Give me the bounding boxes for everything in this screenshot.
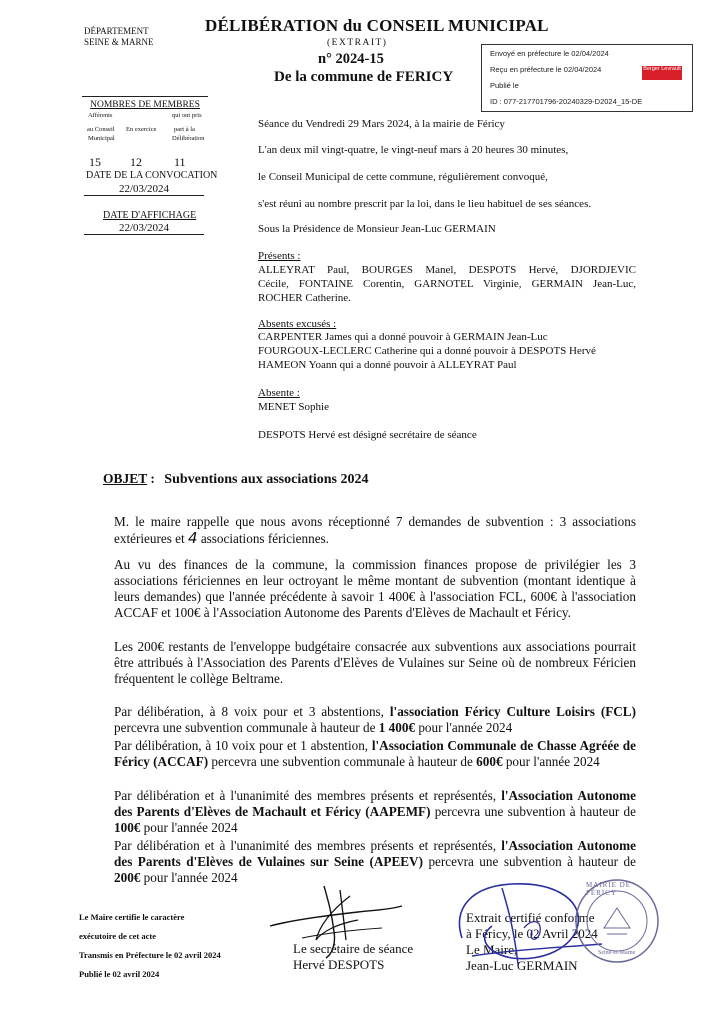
absent-line: MENET Sophie: [258, 401, 329, 413]
gathered-line: s'est réuni au nombre prescrit par la loi, dans le lieu habituel de ses séances.: [258, 198, 592, 210]
seal-subtext: Seine-et-Marne: [598, 950, 636, 956]
mayor-certified: Extrait certifié conforme: [466, 910, 595, 925]
count-exercice: 12: [130, 155, 142, 169]
mayor-title: Le Maire,: [466, 942, 518, 957]
convocation-label: DATE DE LA CONVOCATION: [86, 170, 218, 181]
paragraph-1-line-2: [114, 530, 636, 547]
members-title: NOMBRES DE MEMBRES: [90, 100, 200, 110]
convened-line: le Conseil Municipal de cette commune, régulièrement convoqué,: [258, 171, 548, 183]
col-afferents-2: au Conseil: [87, 126, 115, 133]
stamp-id: ID : 077-217701796-20240329-D2024_15-DE: [490, 97, 643, 106]
excused-line-1: CARPENTER James qui a donné pouvoir à GERMAIN Jean-Luc: [258, 331, 548, 343]
objet-heading: [103, 471, 369, 488]
decision-1-year: pour l'année 2024: [415, 720, 513, 735]
secretary-line: DESPOTS Hervé est désigné secrétaire de séance: [258, 429, 477, 441]
secretary-name: Hervé DESPOTS: [293, 957, 385, 972]
p1-prefix: extérieures et: [114, 531, 188, 546]
p1-suffix: associations fériciennes.: [197, 531, 329, 546]
mayor-place-date: à Féricy, le 02 Avril 2024: [466, 926, 598, 941]
certification-block: [79, 908, 221, 984]
col-votants-3: Délibération: [172, 135, 205, 142]
secretary-title: Le secrétaire de séance: [293, 941, 414, 956]
decision-2: [114, 738, 636, 770]
count-afferents: 15: [89, 155, 101, 169]
presents-label: Présents :: [258, 250, 301, 262]
department-name: SEINE & MARNE: [84, 37, 154, 47]
stamp-received: Reçu en préfecture le 02/04/2024: [490, 65, 602, 74]
excused-line-2: FOURGOUX-LECLERC Catherine qui a donné pouvoir à DESPOTS Hervé: [258, 345, 596, 357]
prefecture-stamp: [481, 44, 693, 112]
certification-line-4: Publié le 02 avril 2024: [79, 969, 160, 979]
col-votants-1: qui ont pris: [172, 112, 202, 119]
decision-4-amount: 200€: [114, 870, 141, 885]
decision-4-vote: Par délibération et à l'unanimité des membres présents et représentés,: [114, 838, 502, 853]
decision-3-vote: Par délibération et à l'unanimité des membres présents et représentés,: [114, 788, 502, 803]
col-afferents-3: Municipal: [88, 135, 115, 142]
deliberation-number: n° 2024-15: [318, 51, 384, 67]
stamp-sent: Envoyé en préfecture le 02/04/2024: [490, 49, 609, 58]
objet-label: OBJET: [103, 471, 148, 486]
handwritten-number: 4: [187, 529, 198, 547]
certification-line-3: Transmis en Préfecture le 02 avril 2024: [79, 950, 221, 960]
extract-label: (EXTRAIT): [327, 38, 388, 48]
department-label: DÉPARTEMENT: [84, 26, 149, 36]
decision-2-amount: 600€: [476, 754, 503, 769]
decision-4-text: percevra une subvention à hauteur de: [422, 854, 636, 869]
presents-line-2: Cécile, FONTAINE Corentin, GARNOTEL Virginie, GERMAIN Jean-Luc,: [258, 278, 636, 290]
convocation-date: 22/03/2024: [84, 183, 204, 196]
town-seal: [574, 878, 660, 964]
presents-line-3: ROCHER Catherine.: [258, 292, 351, 304]
decision-2-vote: Par délibération, à 10 voix pour et 1 abstention,: [114, 738, 372, 753]
decision-1: [114, 704, 636, 736]
paragraph-2: Au vu des finances de la commune, la commission finances propose de privilégier les 3 associations fériciennes en leur octroyant le même montant de subvention (montant identique à leurs demandes) que l'année précédente à savoir 1 400€ à l'association FCL, 600€ à l'association ACCAF et 100€ à l'Association Autonome des Parents d'Elèves de Machault et Féricy.: [114, 557, 636, 620]
document-title: DÉLIBÉRATION du CONSEIL MUNICIPAL: [205, 16, 549, 35]
commune-name: De la commune de FERICY: [274, 69, 454, 85]
decision-1-text: percevra une subvention communale à hauteur de: [114, 720, 379, 735]
count-votants: 11: [174, 155, 186, 169]
decision-4-year: pour l'année 2024: [140, 870, 238, 885]
decision-3-year: pour l'année 2024: [140, 820, 238, 835]
affichage-date: 22/03/2024: [84, 222, 204, 235]
paragraph-3: Les 200€ restants de l'enveloppe budgétaire consacrée aux subventions aux associations pourrait être attribués à l'Association des Parents d'Elèves de Vulaines sur Seine où de nombreux Féricien fréquentent le collège Beltrame.: [114, 639, 636, 686]
decision-2-association: l'Association Communale de Chasse Agréée de Féricy (ACCAF): [114, 738, 636, 769]
decision-1-amount: 1 400€: [378, 720, 416, 735]
decision-2-text: percevra une subvention communale à hauteur de: [208, 754, 477, 769]
objet-title: Subventions aux associations 2024: [164, 472, 369, 487]
decision-1-association: l'association Féricy Culture Loisirs (FCL): [389, 704, 636, 719]
col-afferents-1: Afférents: [88, 112, 113, 119]
decision-3: [114, 788, 636, 836]
department-block: [84, 26, 154, 48]
col-votants-2: part à la: [174, 126, 195, 133]
affichage-label: DATE D'AFFICHAGE: [103, 210, 197, 221]
decision-3-association: l'Association Autonome des Parents d'Elèves de Machault et Féricy (AAPEMF): [114, 788, 636, 819]
members-block: [82, 96, 208, 111]
seal-text: MAIRIE DE FÉRICY: [586, 881, 631, 897]
decision-4-association: l'Association Autonome des Parents d'Elèves de Vulaines sur Seine (APEEV): [114, 838, 636, 869]
decision-1-vote: Par délibération, à 8 voix pour et 3 abstentions,: [114, 704, 390, 719]
presents-line-1: ALLEYRAT Paul, BOURGES Manel, DESPOTS Hervé, DJORDJEVIC: [258, 264, 636, 276]
col-exercice: En exercice: [126, 126, 157, 133]
berger-levrault-logo: [642, 66, 682, 80]
certification-line-2: exécutoire de cet acte: [79, 931, 157, 941]
paragraph-1-line-1: M. le maire rappelle que nous avons réceptionné 7 demandes de subvention : 3 associations: [114, 514, 636, 529]
excused-line-3: HAMEON Yoann qui a donné pouvoir à ALLEYRAT Paul: [258, 359, 517, 371]
decision-3-text: percevra une subvention à hauteur de: [430, 804, 636, 819]
presidency-line: Sous la Présidence de Monsieur Jean-Luc GERMAIN: [258, 223, 496, 235]
absent-label: Absente :: [258, 387, 300, 399]
objet-separator: :: [147, 471, 155, 486]
logo-text: Berger Levrault: [643, 66, 681, 72]
stamp-published: Publié le: [490, 81, 519, 90]
certification-line-1: Le Maire certifie le caractère: [79, 912, 185, 922]
mayor-name: Jean-Luc GERMAIN: [466, 958, 578, 973]
decision-3-amount: 100€: [114, 820, 141, 835]
decision-2-year: pour l'année 2024: [502, 754, 600, 769]
excused-label: Absents excusés :: [258, 318, 337, 330]
session-date-line: L'an deux mil vingt-quatre, le vingt-neuf mars à 20 heures 30 minutes,: [258, 144, 569, 156]
secretary-block: [293, 941, 413, 973]
session-line: Séance du Vendredi 29 Mars 2024, à la mairie de Féricy: [258, 118, 505, 130]
